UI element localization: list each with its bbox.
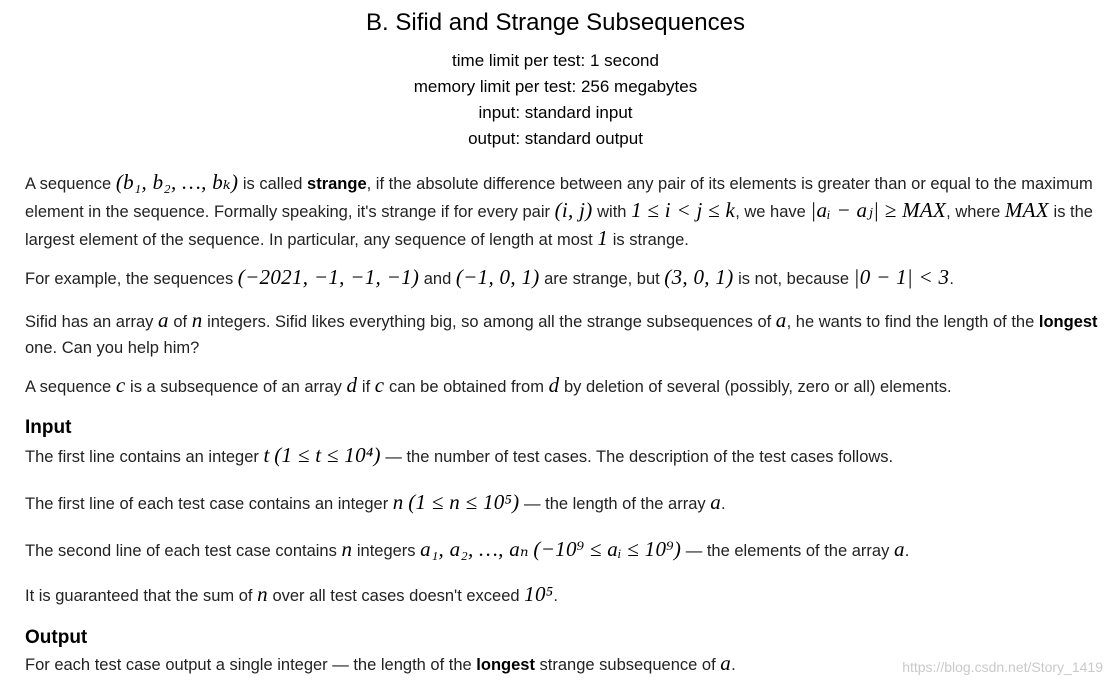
math-n: n xyxy=(392,490,404,514)
text: — the elements of the array xyxy=(681,542,894,560)
text: is strange. xyxy=(608,231,689,249)
memory-limit: memory limit per test: 256 megabytes xyxy=(413,77,698,96)
input-spec: input: standard input xyxy=(478,103,633,122)
time-limit: time limit per test: 1 second xyxy=(452,51,659,70)
text: are strange, but xyxy=(539,270,665,288)
statement-paragraph-4 xyxy=(25,372,1105,400)
text: , where xyxy=(946,203,1005,221)
output-spec: output: standard output xyxy=(468,129,643,148)
text: It is guaranteed that the sum of xyxy=(25,587,258,605)
text: is the largest element of the sequence. In particular, any sequence of length at most xyxy=(25,203,1093,249)
math-example-2: (−1, 0, 1) xyxy=(455,265,540,289)
text: The first line contains an integer xyxy=(25,448,264,466)
text: . xyxy=(721,495,726,513)
input-section-title: Input xyxy=(25,417,72,438)
input-paragraph-2 xyxy=(25,489,1105,517)
math-t-constraint: (1 ≤ t ≤ 10⁴) xyxy=(274,443,381,467)
text: . xyxy=(731,656,736,674)
text: Sifid has an array xyxy=(25,313,158,331)
text: . xyxy=(553,587,558,605)
text: and xyxy=(419,270,456,288)
watermark: https://blog.csdn.net/Story_1419 xyxy=(902,659,1103,675)
bold-longest: longest xyxy=(1038,313,1098,331)
math-c: c xyxy=(115,373,126,397)
math-a: a xyxy=(157,308,169,332)
math-a: a xyxy=(720,651,732,675)
text: integers. Sifid likes everything big, so among all the strange subsequences of xyxy=(202,313,776,331)
text: of xyxy=(168,313,192,331)
text: A sequence xyxy=(25,378,116,396)
math-n: n xyxy=(341,537,353,561)
text: by deletion of several (possibly, zero or all) elements. xyxy=(559,378,952,396)
text: is not, because xyxy=(733,270,854,288)
text: A sequence xyxy=(25,175,116,193)
math-ai-constraint: (−10⁹ ≤ aᵢ ≤ 10⁹) xyxy=(533,537,682,561)
text: . xyxy=(949,270,954,288)
input-paragraph-4 xyxy=(25,581,1105,609)
math-d: d xyxy=(346,373,358,397)
math-ten-power: 10⁵ xyxy=(524,582,554,606)
math-n-constraint: (1 ≤ n ≤ 10⁵) xyxy=(408,490,520,514)
bold-longest: longest xyxy=(476,656,535,674)
math-n: n xyxy=(257,582,268,606)
text: , if the absolute difference between any pair of its elements is greater than or equal to the maximum element in the sequence. Formally speaking, it's strange if for every pair xyxy=(25,175,1093,221)
statement-paragraph-3 xyxy=(25,307,1105,361)
math-example-reason: |0 − 1| < 3 xyxy=(853,265,950,289)
math-abs-diff: |aᵢ − aⱼ| ≥ MAX xyxy=(810,198,947,222)
bold-strange: strange xyxy=(307,175,367,193)
math-inequality: 1 ≤ i < j ≤ k xyxy=(631,198,736,222)
text: For each test case output a single integer — the length of the xyxy=(25,656,477,674)
math-sequence-b: (b₁, b₂, …, bₖ) xyxy=(115,170,239,194)
math-max: MAX xyxy=(1004,198,1049,222)
text: The second line of each test case contains xyxy=(25,542,342,560)
text: — the length of the array xyxy=(519,495,711,513)
statement-paragraph-2 xyxy=(25,264,1105,292)
input-section xyxy=(25,416,1105,470)
text: is called xyxy=(238,175,308,193)
text: , he wants to find the length of the xyxy=(786,313,1039,331)
text: with xyxy=(592,203,632,221)
text: , we have xyxy=(735,203,811,221)
problem-header xyxy=(0,0,1111,152)
text: For example, the sequences xyxy=(25,270,238,288)
text: integers xyxy=(352,542,421,560)
math-pair: (i, j) xyxy=(554,198,593,222)
text: over all test cases doesn't exceed xyxy=(267,587,525,605)
math-example-1: (−2021, −1, −1, −1) xyxy=(237,265,420,289)
text: if xyxy=(357,378,375,396)
text: The first line of each test case contains an integer xyxy=(25,495,393,513)
math-n: n xyxy=(191,308,203,332)
text: can be obtained from xyxy=(384,378,549,396)
input-paragraph-3 xyxy=(25,536,1105,564)
math-d: d xyxy=(548,373,560,397)
math-one: 1 xyxy=(597,226,609,250)
text: — the number of test cases. The description of the test cases follows. xyxy=(380,448,894,466)
math-array-elements: a₁, a₂, …, aₙ xyxy=(420,537,529,561)
math-a: a xyxy=(775,308,787,332)
text: strange subsequence of xyxy=(534,656,721,674)
problem-title: B. Sifid and Strange Subsequences xyxy=(366,9,745,36)
math-a: a xyxy=(710,490,722,514)
output-section-title: Output xyxy=(25,627,88,648)
math-example-3: (3, 0, 1) xyxy=(664,265,734,289)
math-c: c xyxy=(374,373,385,397)
statement-paragraph-1 xyxy=(25,169,1105,253)
math-t: t xyxy=(263,443,270,467)
text: is a subsequence of an array xyxy=(125,378,347,396)
text: one. Can you help him? xyxy=(25,339,200,357)
math-a: a xyxy=(893,537,905,561)
text: . xyxy=(904,542,910,560)
